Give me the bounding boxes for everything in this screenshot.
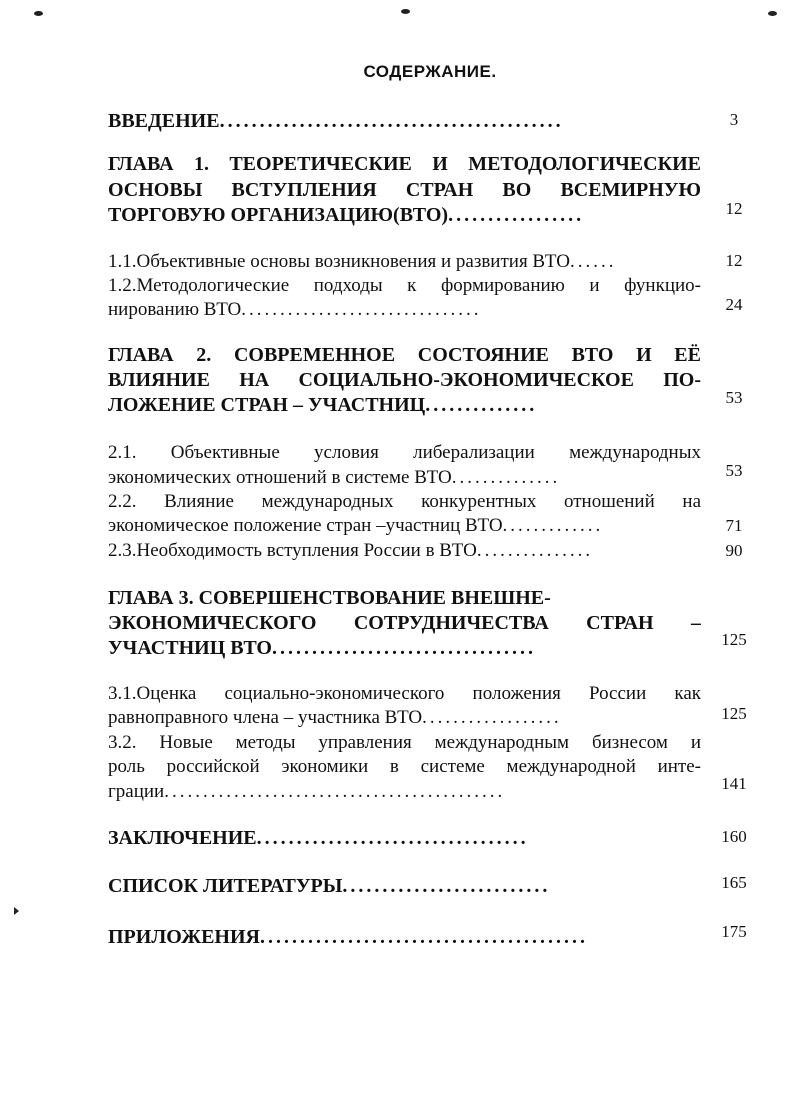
toc-chapter-3-line (108, 636, 701, 660)
toc-line-text: СПИСОК ЛИТЕРАТУРЫ (108, 875, 343, 897)
binding-hole-mark (768, 11, 777, 16)
toc-line-text: ПРИЛОЖЕНИЯ (108, 926, 260, 948)
toc-page-number: 12 (725, 251, 743, 270)
toc-section-2-1-line: 2.1. Объективные условия либерализации международных (108, 442, 701, 463)
toc-page-number: 24 (725, 295, 743, 314)
toc-entry-appendices (108, 925, 701, 949)
binding-hole-mark (34, 11, 43, 16)
toc-chapter-1-line: ОСНОВЫ ВСТУПЛЕНИЯ СТРАН ВО ВСЕМИРНУЮ (108, 179, 701, 201)
toc-section-3-2-line (108, 780, 701, 804)
toc-section-3-1-line (108, 706, 701, 730)
toc-entry-bibliography (108, 874, 701, 898)
toc-entry-conclusion (108, 826, 701, 850)
toc-leader-dots: .......................... (342, 875, 551, 897)
toc-line-text: нированию ВТО (108, 299, 242, 320)
toc-section-1-2-line: 1.2.Методологические подходы к формированию и функцио- (108, 275, 701, 296)
toc-page-number: 90 (725, 541, 743, 560)
toc-leader-dots: .................. (422, 707, 562, 728)
toc-section-1-1 (108, 250, 701, 274)
toc-page-number: 165 (721, 873, 747, 892)
toc-section-1-2-line (108, 298, 701, 322)
toc-entry-introduction (108, 109, 701, 133)
toc-line-text: грации (108, 781, 165, 802)
toc-line-text: УЧАСТНИЦ ВТО (108, 637, 272, 659)
toc-page-number: 125 (721, 630, 747, 649)
binding-hole-mark (401, 9, 410, 14)
toc-section-2-2-line: 2.2. Влияние международных конкурентных отношений на (108, 491, 701, 512)
toc-leader-dots: .............. (451, 467, 561, 488)
toc-leader-dots: .................................. (256, 827, 529, 849)
toc-chapter-1-line: ГЛАВА 1. ТЕОРЕТИЧЕСКИЕ И МЕТОДОЛОГИЧЕСКИЕ (108, 153, 701, 175)
toc-line-text: равноправного члена – участника ВТО (108, 707, 423, 728)
toc-leader-dots: ................. (448, 204, 585, 226)
toc-leader-dots: ............. (502, 515, 604, 536)
toc-page-number: 125 (721, 704, 747, 723)
margin-mark-icon (14, 907, 19, 915)
toc-line-text: 1.1.Объективные основы возникновения и развития ВТО (108, 251, 570, 272)
page-title: СОДЕРЖАНИЕ. (363, 62, 497, 81)
toc-line-text: 2.3.Необходимость вступления России в ВТО (108, 540, 477, 561)
toc-leader-dots: ........................................... (219, 110, 564, 132)
toc-line-text: ТОРГОВУЮ ОРГАНИЗАЦИЮ(ВТО) (108, 204, 449, 226)
toc-section-3-2-line: роль российской экономики в системе международной инте- (108, 756, 701, 777)
toc-chapter-1-line (108, 203, 701, 227)
toc-chapter-3-line: ГЛАВА 3. СОВЕРШЕНСТВОВАНИЕ ВНЕШНЕ- (108, 587, 551, 609)
toc-page-number: 53 (725, 388, 743, 407)
toc-page-number: 141 (721, 774, 747, 793)
toc-page-number: 53 (725, 461, 743, 480)
toc-page-number: 3 (729, 110, 739, 129)
toc-section-3-2-line: 3.2. Новые методы управления международным бизнесом и (108, 732, 701, 753)
toc-chapter-2-line: ВЛИЯНИЕ НА СОЦИАЛЬНО-ЭКОНОМИЧЕСКОЕ ПО- (108, 369, 701, 391)
toc-leader-dots: .............. (425, 394, 538, 416)
toc-section-2-3 (108, 539, 701, 563)
toc-page-number: 12 (725, 199, 743, 218)
toc-leader-dots: ......................................... (259, 926, 588, 948)
toc-page-number: 175 (721, 922, 747, 941)
toc-line-text: экономических отношений в системе ВТО (108, 467, 452, 488)
toc-chapter-3-line: ЭКОНОМИЧЕСКОГО СОТРУДНИЧЕСТВА СТРАН – (108, 612, 701, 634)
toc-line-text: ВВЕДЕНИЕ (108, 110, 220, 132)
toc-leader-dots: ............... (476, 540, 594, 561)
toc-page-number: 160 (721, 827, 747, 846)
toc-page-number: 71 (725, 516, 743, 535)
toc-chapter-2-line (108, 393, 701, 417)
toc-line-text: ЗАКЛЮЧЕНИЕ (108, 827, 257, 849)
toc-section-2-1-line (108, 466, 701, 490)
toc-leader-dots: ...... (569, 251, 617, 272)
toc-section-2-2-line (108, 514, 701, 538)
toc-chapter-2-line: ГЛАВА 2. СОВРЕМЕННОЕ СОСТОЯНИЕ ВТО И ЕЁ (108, 344, 701, 366)
toc-section-3-1-line: 3.1.Оценка социально-экономического положения России как (108, 683, 701, 704)
toc-leader-dots: ............................... (241, 299, 482, 320)
toc-leader-dots: ............................................ (164, 781, 506, 802)
toc-line-text: экономическое положение стран –участниц ВТО (108, 515, 503, 536)
toc-line-text: ЛОЖЕНИЕ СТРАН – УЧАСТНИЦ (108, 394, 426, 416)
toc-leader-dots: ................................. (271, 637, 536, 659)
